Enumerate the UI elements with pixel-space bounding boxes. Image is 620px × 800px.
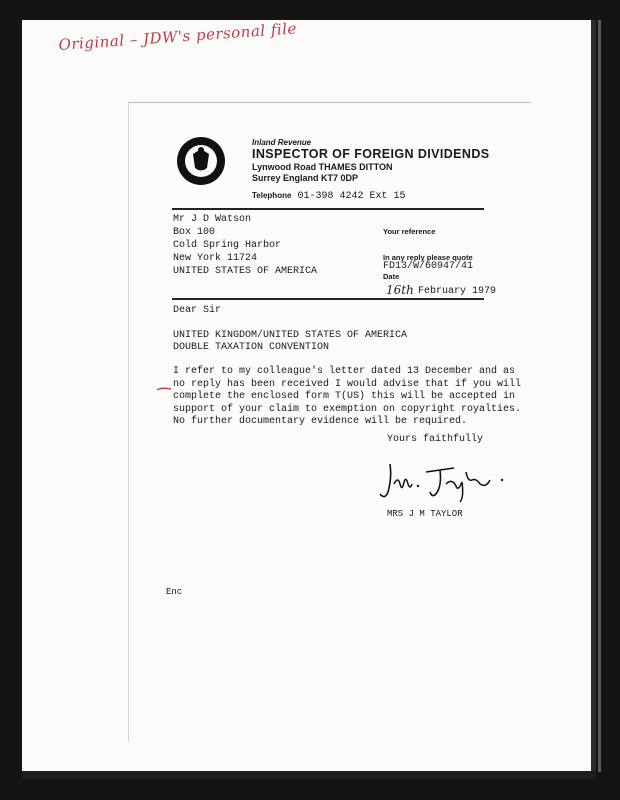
header-rule xyxy=(172,208,484,210)
letterhead xyxy=(252,138,490,184)
photocopy-edge-left xyxy=(128,102,129,742)
date-month-year: February 1979 xyxy=(418,286,497,297)
recipient-address: Mr J D Watson Box 100 Cold Spring Harbor New York 11724 UNITED STATES OF AMERICA xyxy=(173,214,318,277)
handwritten-annotation: Original – JDW's personal file xyxy=(58,19,298,54)
signature xyxy=(376,458,516,504)
date-day-handwritten: 16th xyxy=(386,283,414,297)
letter-body: I refer to my colleague's letter dated 13 December and as no reply has been received I would advise that if you will complete the enclosed form T(US) this will be accepted in support of your claim to exemption on copyright royalties. No further documentary evidence will be required. xyxy=(173,366,522,427)
telephone-label: Telephone xyxy=(252,191,292,200)
office-title: INSPECTOR OF FOREIGN DIVIDENDS xyxy=(252,147,490,161)
page-edge-shadow-outer xyxy=(598,20,601,772)
handwritten-tick-mark xyxy=(156,384,172,394)
telephone-number: 01-398 4242 Ext 15 xyxy=(297,191,406,202)
photocopy-edge-top xyxy=(128,102,531,103)
signatory-name: MRS J M TAYLOR xyxy=(387,509,463,519)
crest-icon xyxy=(176,136,226,186)
address-rule xyxy=(172,298,484,300)
page-bottom-shadow xyxy=(22,771,596,779)
reply-quote-label: In any reply please quote xyxy=(383,253,473,262)
your-reference-label: Your reference xyxy=(383,227,436,236)
department-name: Inland Revenue xyxy=(252,138,312,147)
closing: Yours faithfully xyxy=(387,434,484,445)
reference-number: FD13/W/60947/41 xyxy=(383,261,474,272)
enclosure-note: Enc xyxy=(166,587,183,597)
page-edge-shadow xyxy=(591,20,596,772)
telephone-line xyxy=(252,191,405,202)
address-line-2: Surrey England KT7 0DP xyxy=(252,173,359,183)
salutation: Dear Sir xyxy=(173,305,222,316)
address-line-1: Lynwood Road THAMES DITTON xyxy=(252,162,393,172)
date-label: Date xyxy=(383,272,400,281)
subject-heading: UNITED KINGDOM/UNITED STATES OF AMERICA DOUBLE TAXATION CONVENTION xyxy=(173,330,408,353)
